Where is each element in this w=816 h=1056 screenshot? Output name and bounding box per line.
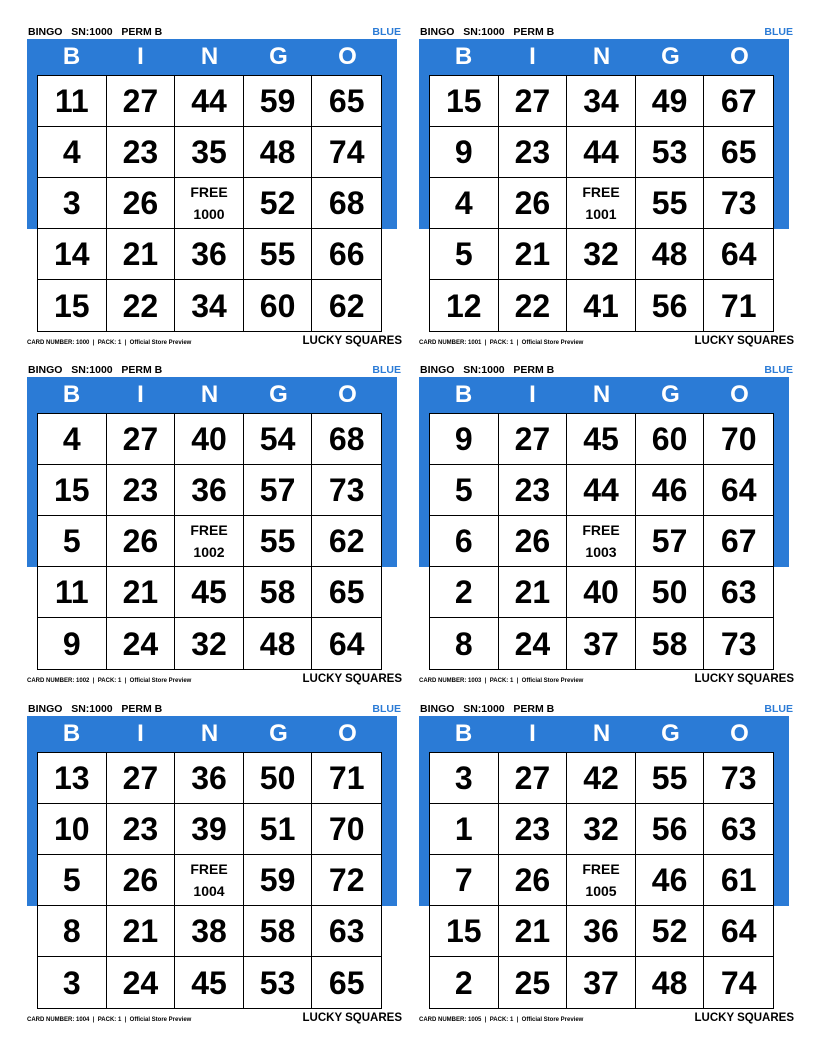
number-cell: 61	[704, 855, 773, 906]
column-letter: O	[338, 720, 357, 747]
number-cell: 64	[704, 906, 773, 957]
card-info: CARD NUMBER: 1003 | PACK: 1 | Official Store Preview	[419, 678, 584, 684]
brand-name: LUCKY SQUARES	[694, 335, 794, 347]
bingo-card	[27, 26, 402, 356]
card-info: CARD NUMBER: 1001 | PACK: 1 | Official Store Preview	[419, 340, 584, 346]
number-cell: 65	[312, 567, 381, 618]
free-space	[175, 516, 244, 567]
bingo-card	[419, 364, 794, 694]
number-cell: 15	[38, 465, 107, 516]
color-label: BLUE	[764, 26, 793, 38]
card-number: 1005	[468, 1017, 482, 1023]
number-cell: 26	[499, 855, 568, 906]
free-label: FREE	[582, 184, 620, 200]
number-cell: 45	[567, 414, 636, 465]
card-header-title	[420, 364, 554, 376]
column-letter: I	[137, 720, 144, 747]
number-cell: 70	[312, 804, 381, 855]
card-header-title	[28, 26, 162, 38]
number-cell: 48	[244, 618, 313, 669]
brand-name: LUCKY SQUARES	[694, 1012, 794, 1024]
card-header	[27, 364, 402, 378]
card-footer	[419, 1012, 794, 1028]
column-letter: G	[661, 381, 680, 408]
number-cell: 73	[720, 625, 757, 662]
number-cell: 4	[38, 127, 107, 178]
number-cell: 23	[107, 127, 176, 178]
number-cell: 55	[244, 516, 313, 567]
number-grid	[37, 75, 382, 332]
card-number: 1000	[76, 340, 90, 346]
number-cell: 63	[312, 906, 381, 957]
column-letter: B	[62, 381, 81, 408]
free-card-number: 1003	[585, 544, 617, 560]
card-header-title	[28, 364, 162, 376]
number-cell: 21	[499, 229, 568, 280]
number-cell: 24	[499, 618, 568, 669]
number-cell: 72	[312, 855, 381, 906]
bingo-card	[419, 703, 794, 1033]
number-cell: 11	[38, 76, 107, 127]
number-cell: 51	[244, 804, 313, 855]
number-cell: 36	[175, 753, 244, 804]
number-cell: 25	[499, 957, 568, 1008]
number-cell: 67	[704, 76, 773, 127]
number-cell: 22	[107, 280, 176, 331]
number-cell: 27	[107, 76, 176, 127]
number-cell: 55	[636, 178, 705, 229]
number-cell: 58	[636, 618, 705, 669]
number-cell: 59	[244, 76, 313, 127]
free-card-number: 1000	[193, 206, 225, 222]
card-header	[27, 703, 402, 717]
free-space	[567, 855, 636, 906]
number-cell: 36	[175, 465, 244, 516]
number-grid	[429, 75, 774, 332]
column-letter: B	[454, 43, 473, 70]
color-label: BLUE	[372, 364, 401, 376]
free-space	[567, 178, 636, 229]
store-note: Official Store Preview	[521, 340, 584, 346]
number-cell: 23	[107, 465, 176, 516]
number-cell: 9	[38, 618, 107, 669]
pack-label: PACK: 1	[97, 340, 122, 346]
color-label: BLUE	[764, 364, 793, 376]
pack-label: PACK: 1	[489, 340, 514, 346]
bingo-label: BINGO	[420, 703, 455, 715]
column-letters	[429, 716, 774, 752]
free-space	[175, 855, 244, 906]
number-grid	[37, 413, 382, 670]
card-info: CARD NUMBER: 1005 | PACK: 1 | Official Store Preview	[419, 1017, 584, 1023]
number-cell: 50	[636, 567, 705, 618]
column-letter: I	[137, 381, 144, 408]
column-letter: B	[454, 381, 473, 408]
serial-number: SN:1000	[463, 703, 505, 715]
column-letters	[429, 377, 774, 413]
number-cell: 57	[244, 465, 313, 516]
column-letter: N	[200, 43, 219, 70]
number-cell: 62	[328, 287, 365, 324]
number-cell: 48	[636, 957, 705, 1008]
number-cell: 60	[636, 414, 705, 465]
number-cell: 15	[430, 76, 499, 127]
number-cell: 74	[312, 127, 381, 178]
perm-label: PERM B	[513, 364, 555, 376]
column-letter: I	[529, 381, 536, 408]
brand-name: LUCKY SQUARES	[302, 673, 402, 685]
number-cell: 26	[107, 516, 176, 567]
number-cell: 15	[430, 906, 499, 957]
number-cell: 6	[430, 516, 499, 567]
free-label: FREE	[582, 861, 620, 877]
card-number-label: CARD NUMBER:	[27, 678, 75, 684]
bingo-card	[419, 26, 794, 356]
number-cell: 64	[328, 625, 365, 662]
number-cell: 2	[430, 567, 499, 618]
column-letter: O	[730, 43, 749, 70]
number-cell: 64	[704, 465, 773, 516]
column-letter: O	[730, 381, 749, 408]
number-cell: 44	[567, 465, 636, 516]
number-cell: 9	[430, 127, 499, 178]
serial-number: SN:1000	[71, 703, 113, 715]
column-letter: N	[200, 381, 219, 408]
number-cell: 27	[499, 753, 568, 804]
number-grid	[429, 752, 774, 1009]
number-cell: 49	[636, 76, 705, 127]
number-cell: 21	[107, 229, 176, 280]
number-cell: 68	[312, 178, 381, 229]
card-info: CARD NUMBER: 1002 | PACK: 1 | Official Store Preview	[27, 678, 192, 684]
column-letter: N	[592, 43, 611, 70]
number-cell: 3	[430, 753, 499, 804]
free-label: FREE	[190, 861, 228, 877]
number-cell: 67	[704, 516, 773, 567]
free-label: FREE	[582, 522, 620, 538]
column-letters	[429, 39, 774, 75]
card-info: CARD NUMBER: 1004 | PACK: 1 | Official Store Preview	[27, 1017, 192, 1023]
card-number-label: CARD NUMBER:	[27, 340, 75, 346]
card-number-label: CARD NUMBER:	[419, 340, 467, 346]
column-letter: N	[200, 720, 219, 747]
number-cell: 54	[244, 414, 313, 465]
number-cell: 40	[175, 414, 244, 465]
number-cell: 32	[175, 618, 244, 669]
serial-number: SN:1000	[463, 26, 505, 38]
perm-label: PERM B	[121, 26, 163, 38]
column-letters	[37, 716, 382, 752]
number-cell: 73	[312, 465, 381, 516]
number-cell: 21	[107, 567, 176, 618]
number-cell: 59	[244, 855, 313, 906]
number-cell: 68	[312, 414, 381, 465]
number-cell: 14	[38, 229, 107, 280]
card-footer	[27, 335, 402, 351]
column-letter: N	[592, 720, 611, 747]
column-letter: I	[137, 43, 144, 70]
card-info: CARD NUMBER: 1000 | PACK: 1 | Official Store Preview	[27, 340, 192, 346]
number-cell: 65	[312, 76, 381, 127]
number-cell: 74	[720, 964, 757, 1001]
number-cell: 22	[499, 280, 568, 331]
card-footer	[27, 673, 402, 689]
free-space	[567, 516, 636, 567]
column-letter: B	[62, 720, 81, 747]
card-header-title	[420, 26, 554, 38]
number-cell: 34	[175, 280, 244, 331]
number-cell: 53	[636, 127, 705, 178]
number-cell: 5	[430, 465, 499, 516]
number-cell: 65	[328, 964, 365, 1001]
number-cell: 27	[499, 76, 568, 127]
number-cell: 45	[175, 957, 244, 1008]
number-cell: 62	[312, 516, 381, 567]
number-cell: 41	[567, 280, 636, 331]
column-letter: G	[269, 43, 288, 70]
number-cell: 8	[430, 618, 499, 669]
perm-label: PERM B	[513, 703, 555, 715]
brand-name: LUCKY SQUARES	[302, 1012, 402, 1024]
number-cell: 2	[430, 957, 499, 1008]
number-cell: 73	[704, 178, 773, 229]
card-number-label: CARD NUMBER:	[419, 1017, 467, 1023]
number-cell: 42	[567, 753, 636, 804]
number-cell: 63	[704, 567, 773, 618]
number-grid	[37, 752, 382, 1009]
serial-number: SN:1000	[463, 364, 505, 376]
column-letter: G	[661, 43, 680, 70]
column-letter: G	[269, 381, 288, 408]
column-letter: O	[730, 720, 749, 747]
card-header-title	[28, 703, 162, 715]
column-letter: N	[592, 381, 611, 408]
number-cell: 56	[636, 804, 705, 855]
perm-label: PERM B	[121, 364, 163, 376]
number-cell: 53	[244, 957, 313, 1008]
serial-number: SN:1000	[71, 364, 113, 376]
number-cell: 37	[567, 957, 636, 1008]
perm-label: PERM B	[513, 26, 555, 38]
number-cell: 15	[38, 280, 107, 331]
free-label: FREE	[190, 184, 228, 200]
number-cell: 26	[499, 178, 568, 229]
number-cell: 4	[430, 178, 499, 229]
number-cell: 27	[107, 414, 176, 465]
card-number: 1002	[76, 678, 90, 684]
column-letter: O	[338, 381, 357, 408]
free-card-number: 1005	[585, 883, 617, 899]
number-cell: 46	[636, 855, 705, 906]
number-cell: 34	[567, 76, 636, 127]
number-cell: 5	[38, 855, 107, 906]
number-cell: 73	[704, 753, 773, 804]
bingo-label: BINGO	[28, 703, 63, 715]
card-header	[419, 703, 794, 717]
column-letter: G	[269, 720, 288, 747]
number-cell: 63	[704, 804, 773, 855]
brand-name: LUCKY SQUARES	[302, 335, 402, 347]
number-cell: 48	[244, 127, 313, 178]
number-cell: 65	[704, 127, 773, 178]
store-note: Official Store Preview	[129, 1017, 192, 1023]
color-label: BLUE	[764, 703, 793, 715]
number-cell: 36	[567, 906, 636, 957]
number-cell: 5	[430, 229, 499, 280]
number-cell: 38	[175, 906, 244, 957]
number-cell: 3	[38, 178, 107, 229]
perm-label: PERM B	[121, 703, 163, 715]
card-number: 1003	[468, 678, 482, 684]
number-cell: 21	[107, 906, 176, 957]
number-cell: 21	[499, 906, 568, 957]
number-cell: 24	[107, 957, 176, 1008]
card-number-label: CARD NUMBER:	[419, 678, 467, 684]
number-cell: 60	[244, 280, 313, 331]
number-cell: 26	[107, 855, 176, 906]
number-cell: 55	[244, 229, 313, 280]
number-cell: 8	[38, 906, 107, 957]
bingo-label: BINGO	[420, 364, 455, 376]
number-cell: 50	[244, 753, 313, 804]
card-header	[27, 26, 402, 40]
free-card-number: 1002	[193, 544, 225, 560]
number-cell: 26	[499, 516, 568, 567]
card-footer	[419, 673, 794, 689]
number-cell: 52	[636, 906, 705, 957]
number-cell: 36	[175, 229, 244, 280]
number-cell: 4	[38, 414, 107, 465]
bingo-label: BINGO	[420, 26, 455, 38]
column-letter: I	[529, 720, 536, 747]
free-card-number: 1004	[193, 883, 225, 899]
column-letter: O	[338, 43, 357, 70]
bingo-card	[27, 364, 402, 694]
number-cell: 23	[499, 465, 568, 516]
card-number: 1004	[76, 1017, 90, 1023]
number-cell: 45	[175, 567, 244, 618]
column-letter: I	[529, 43, 536, 70]
number-cell: 57	[636, 516, 705, 567]
number-cell: 10	[38, 804, 107, 855]
number-cell: 40	[567, 567, 636, 618]
number-cell: 5	[38, 516, 107, 567]
number-cell: 37	[567, 618, 636, 669]
serial-number: SN:1000	[71, 26, 113, 38]
brand-name: LUCKY SQUARES	[694, 673, 794, 685]
number-cell: 48	[636, 229, 705, 280]
bingo-card	[27, 703, 402, 1033]
number-cell: 55	[636, 753, 705, 804]
number-cell: 27	[107, 753, 176, 804]
number-cell: 71	[312, 753, 381, 804]
column-letter: B	[62, 43, 81, 70]
number-cell: 12	[430, 280, 499, 331]
number-cell: 70	[704, 414, 773, 465]
pack-label: PACK: 1	[97, 678, 122, 684]
card-header-title	[420, 703, 554, 715]
number-cell: 52	[244, 178, 313, 229]
number-cell: 58	[244, 567, 313, 618]
store-note: Official Store Preview	[521, 678, 584, 684]
number-cell: 39	[175, 804, 244, 855]
number-cell: 66	[312, 229, 381, 280]
store-note: Official Store Preview	[521, 1017, 584, 1023]
free-space	[175, 178, 244, 229]
column-letter: G	[661, 720, 680, 747]
number-cell: 23	[499, 804, 568, 855]
color-label: BLUE	[372, 703, 401, 715]
color-label: BLUE	[372, 26, 401, 38]
bingo-label: BINGO	[28, 364, 63, 376]
column-letters	[37, 39, 382, 75]
number-cell: 64	[704, 229, 773, 280]
number-cell: 56	[636, 280, 705, 331]
number-cell: 44	[567, 127, 636, 178]
number-grid	[429, 413, 774, 670]
store-note: Official Store Preview	[129, 678, 192, 684]
free-label: FREE	[190, 522, 228, 538]
pack-label: PACK: 1	[489, 1017, 514, 1023]
card-footer	[27, 1012, 402, 1028]
number-cell: 27	[499, 414, 568, 465]
number-cell: 32	[567, 229, 636, 280]
card-header	[419, 26, 794, 40]
free-card-number: 1001	[585, 206, 617, 222]
card-header	[419, 364, 794, 378]
column-letters	[37, 377, 382, 413]
number-cell: 11	[38, 567, 107, 618]
number-cell: 7	[430, 855, 499, 906]
number-cell: 44	[175, 76, 244, 127]
number-cell: 58	[244, 906, 313, 957]
bingo-label: BINGO	[28, 26, 63, 38]
column-letter: B	[454, 720, 473, 747]
number-cell: 23	[499, 127, 568, 178]
number-cell: 46	[636, 465, 705, 516]
number-cell: 21	[499, 567, 568, 618]
pack-label: PACK: 1	[97, 1017, 122, 1023]
number-cell: 35	[175, 127, 244, 178]
number-cell: 24	[107, 618, 176, 669]
pack-label: PACK: 1	[489, 678, 514, 684]
number-cell: 9	[430, 414, 499, 465]
number-cell: 3	[38, 957, 107, 1008]
number-cell: 1	[430, 804, 499, 855]
number-cell: 71	[720, 287, 757, 324]
number-cell: 13	[38, 753, 107, 804]
card-number-label: CARD NUMBER:	[27, 1017, 75, 1023]
number-cell: 23	[107, 804, 176, 855]
number-cell: 32	[567, 804, 636, 855]
card-number: 1001	[468, 340, 482, 346]
number-cell: 26	[107, 178, 176, 229]
card-footer	[419, 335, 794, 351]
store-note: Official Store Preview	[129, 340, 192, 346]
